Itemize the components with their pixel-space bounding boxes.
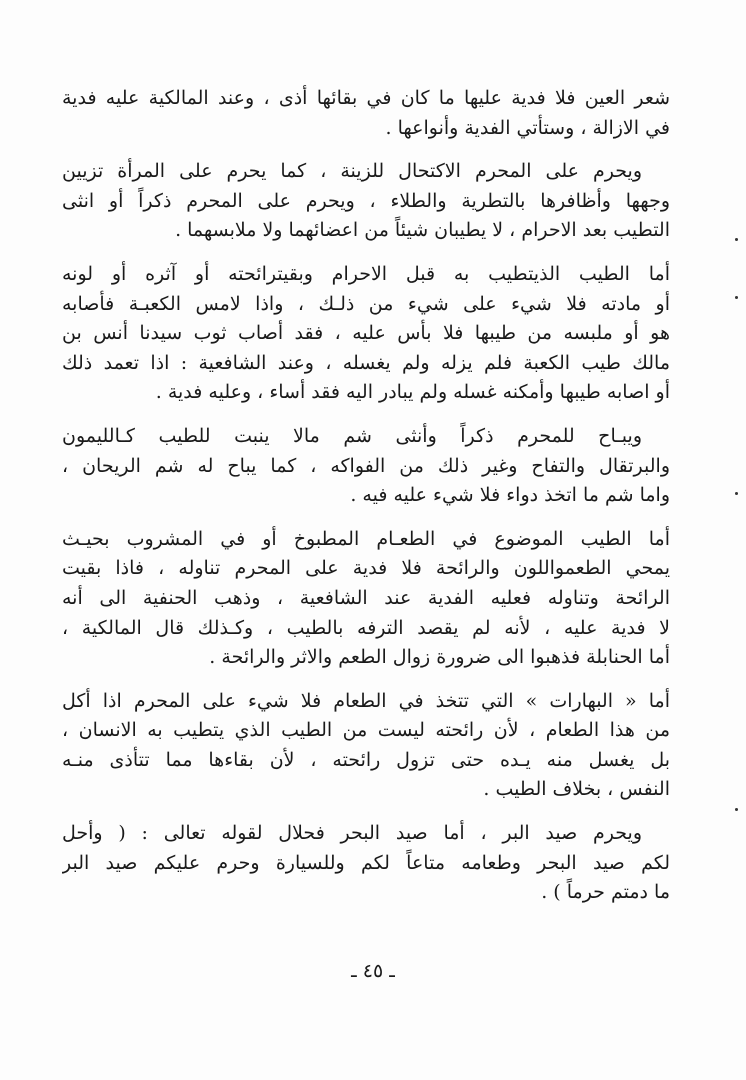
text-line: الرائحة وتناوله فعليه الفدية عند الشافعية ، وذهب الحنفية الى أنه: [62, 586, 670, 609]
text-line: هو أو ملبسه من طيبها فلا بأس عليه ، فقد أصاب ثوب سيدنا أنس بن: [62, 322, 670, 345]
text-line: أما الطيب الموضوع في الطعـام المطبوخ أو في المشروب بحيـث: [62, 527, 670, 550]
text-line: لا فدية عليه ، لأنه لم يقصد الترفه بالطيب ، وكـذلك قال المالكية ،: [62, 616, 670, 639]
margin-speck: [735, 238, 738, 241]
text-line: والبرتقال والتفاح وغير ذلك من الفواكه ، كما يباح له شم الريحان ،: [62, 454, 670, 477]
page-number: ـ ٤٥ ـ: [351, 960, 395, 982]
text-line: أما « البهارات » التي تتخذ في الطعام فلا شيء على المحرم اذا أكل: [62, 689, 670, 712]
paragraph: [62, 260, 670, 408]
text-line: أو مادته فلا شيء على شيء من ذلـك ، واذا لامس الكعبـة فأصابه: [62, 292, 670, 315]
text-line: من هذا الطعام ، لأن رائحته ليست من الطيب الذي يتطيب به الانسان ،: [62, 719, 670, 742]
paragraph: [62, 525, 670, 673]
text-line: ما دمتم حرماً ) .: [541, 881, 670, 904]
text-line: أما الطيب الذيتطيب به قبل الاحرام وبقيترائحته أو آثره أو لونه: [62, 262, 670, 285]
text-line: أما الحنابلة فذهبوا الى ضرورة زوال الطعم والاثر والرائحة .: [209, 646, 670, 669]
text-line: وجهها وأظافرها بالتطرية والطلاء ، ويحرم على المحرم ذكراً أو انثى: [62, 189, 670, 212]
margin-speck: [735, 492, 738, 495]
text-line: بل يغسل منه يـده حتى تزول رائحته ، لأن بقاءها مما تتأذى منـه: [62, 748, 670, 771]
text-line: مالك طيب الكعبة فلم يزله ولم يغسله ، وعند الشافعية : اذا تعمد ذلك: [62, 351, 670, 374]
text-line: يمحي الطعمواللون والرائحة فلا فدية على المحرم تناوله ، فاذا بقيت: [62, 557, 670, 580]
text-line: ويحرم صيد البر ، أما صيد البحر فحلال لقوله تعالى : ( وأحل: [62, 822, 642, 845]
text-line: التطيب بعد الاحرام ، لا يطيبان شيئاً من اعضائهما ولا ملابسهما .: [175, 219, 670, 242]
paragraph: [62, 819, 670, 908]
body-text: [62, 84, 670, 922]
text-line: واما شم ما اتخذ دواء فلا شيء عليه فيه .: [350, 484, 670, 507]
text-line: لكم صيد البحر وطعامه متاعاً لكم وللسيارة وحرم عليكم صيد البر: [62, 851, 670, 874]
text-line: في الازالة ، وستأتي الفدية وأنواعها .: [385, 116, 670, 139]
paragraph: [62, 687, 670, 805]
text-line: ويبـاح للمحرم ذكراً وأنثى شم مالا ينبت للطيب كـالليمون: [62, 424, 642, 447]
paragraph: [62, 84, 670, 143]
text-line: ويحرم على المحرم الاكتحال للزينة ، كما يحرم على المرأة تزيين: [62, 160, 642, 183]
text-line: أو اصابه طيبها وأمكنه غسله ولم يبادر اليه فقد أساء ، وعليه فدية .: [155, 381, 670, 404]
text-line: شعر العين فلا فدية عليها ما كان في بقائها أذى ، وعند المالكية عليه فدية: [62, 87, 670, 109]
paragraph: [62, 422, 670, 511]
text-line: النفس ، بخلاف الطيب .: [483, 778, 670, 801]
margin-speck: [735, 808, 738, 811]
margin-speck: [735, 296, 738, 299]
paragraph: [62, 157, 670, 246]
